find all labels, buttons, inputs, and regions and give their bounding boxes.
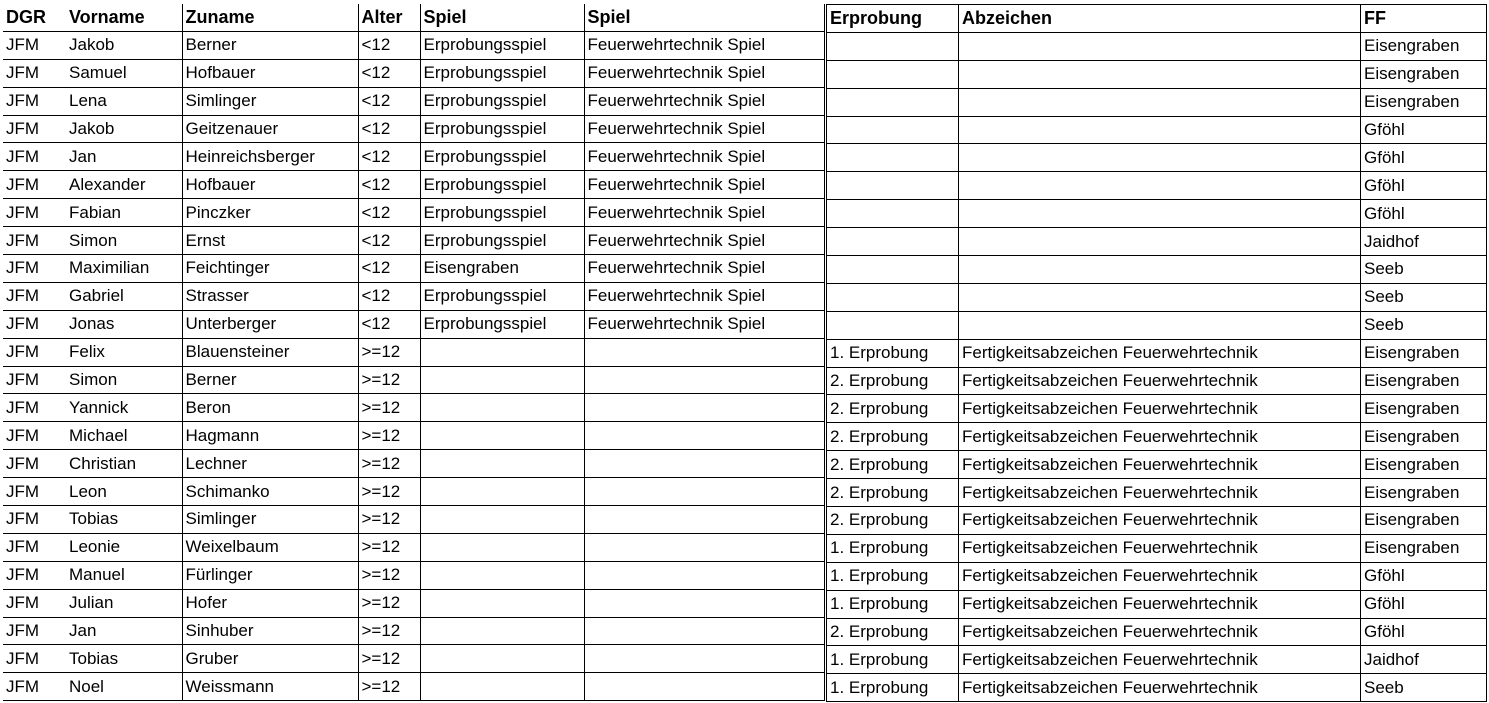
participant-cell: Yannick <box>66 394 182 422</box>
table-row <box>827 88 1487 116</box>
participant-cell <box>584 366 824 394</box>
result-cell: 1. Erprobung <box>827 562 959 590</box>
result-cell <box>827 88 959 116</box>
participant-cell: Samuel <box>66 59 182 87</box>
participant-cell: >=12 <box>358 673 420 701</box>
table-row <box>827 32 1487 60</box>
participant-cell: Felix <box>66 338 182 366</box>
participant-cell <box>584 422 824 450</box>
participant-cell: <12 <box>358 171 420 199</box>
result-cell <box>827 116 959 144</box>
participant-cell: Erprobungsspiel <box>420 227 584 255</box>
result-cell: 2. Erprobung <box>827 479 959 507</box>
participant-cell: >=12 <box>358 533 420 561</box>
result-cell: 1. Erprobung <box>827 534 959 562</box>
result-cell <box>827 172 959 200</box>
result-cell: Seeb <box>1361 283 1487 311</box>
participant-cell: Unterberger <box>182 310 358 338</box>
table-row <box>827 423 1487 451</box>
result-cell <box>959 172 1361 200</box>
participant-cell: Gruber <box>182 645 358 673</box>
result-cell: Jaidhof <box>1361 228 1487 256</box>
table-row <box>827 228 1487 256</box>
participants-body <box>3 31 824 700</box>
participant-cell: Berner <box>182 366 358 394</box>
participant-cell: Jakob <box>66 31 182 59</box>
result-cell <box>959 144 1361 172</box>
result-cell: Eisengraben <box>1361 451 1487 479</box>
participant-cell: Leon <box>66 478 182 506</box>
participant-header-cell: Spiel <box>420 4 584 31</box>
result-cell: Gföhl <box>1361 590 1487 618</box>
participant-cell: Tobias <box>66 645 182 673</box>
participant-cell: JFM <box>3 87 66 115</box>
result-cell: Eisengraben <box>1361 88 1487 116</box>
participant-cell: Manuel <box>66 561 182 589</box>
participant-cell <box>420 478 584 506</box>
participant-cell: Geitzenauer <box>182 115 358 143</box>
table-row <box>3 394 824 422</box>
participant-cell <box>584 673 824 701</box>
result-cell: 2. Erprobung <box>827 618 959 646</box>
participant-cell: Fürlinger <box>182 561 358 589</box>
participant-cell: Ernst <box>182 227 358 255</box>
participant-cell: JFM <box>3 115 66 143</box>
participant-cell: Feichtinger <box>182 255 358 283</box>
result-cell: 1. Erprobung <box>827 646 959 674</box>
result-cell: Eisengraben <box>1361 367 1487 395</box>
participant-cell: Weixelbaum <box>182 533 358 561</box>
participant-cell <box>584 561 824 589</box>
result-cell: 2. Erprobung <box>827 423 959 451</box>
result-cell: Gföhl <box>1361 116 1487 144</box>
result-cell: Fertigkeitsabzeichen Feuerwehrtechnik <box>959 451 1361 479</box>
result-cell <box>827 60 959 88</box>
participant-cell: Jakob <box>66 115 182 143</box>
result-cell <box>959 116 1361 144</box>
table-row <box>3 199 824 227</box>
result-cell: Eisengraben <box>1361 534 1487 562</box>
table-row <box>3 282 824 310</box>
participant-cell: JFM <box>3 31 66 59</box>
participant-cell: Erprobungsspiel <box>420 143 584 171</box>
result-cell <box>959 228 1361 256</box>
participant-cell: JFM <box>3 673 66 701</box>
participant-cell: Feuerwehrtechnik Spiel <box>584 31 824 59</box>
participant-header-cell: Vorname <box>66 4 182 31</box>
participant-header-cell: Spiel <box>584 4 824 31</box>
participant-cell: JFM <box>3 589 66 617</box>
participant-cell: Feuerwehrtechnik Spiel <box>584 255 824 283</box>
participant-cell: Erprobungsspiel <box>420 199 584 227</box>
participant-cell: Weissmann <box>182 673 358 701</box>
participant-cell: >=12 <box>358 338 420 366</box>
participant-cell: Feuerwehrtechnik Spiel <box>584 282 824 310</box>
participant-cell <box>420 450 584 478</box>
participant-cell: Michael <box>66 422 182 450</box>
table-row <box>827 283 1487 311</box>
participant-cell: Feuerwehrtechnik Spiel <box>584 87 824 115</box>
participant-cell: Feuerwehrtechnik Spiel <box>584 199 824 227</box>
participant-cell: >=12 <box>358 366 420 394</box>
table-row <box>827 618 1487 646</box>
participant-cell: Alexander <box>66 171 182 199</box>
participant-cell: Beron <box>182 394 358 422</box>
table-row <box>3 255 824 283</box>
participant-cell: Eisengraben <box>420 255 584 283</box>
participant-cell: Feuerwehrtechnik Spiel <box>584 171 824 199</box>
result-cell: 1. Erprobung <box>827 590 959 618</box>
participant-cell: JFM <box>3 366 66 394</box>
table-row <box>3 115 824 143</box>
result-cell: Fertigkeitsabzeichen Feuerwehrtechnik <box>959 479 1361 507</box>
table-row <box>827 60 1487 88</box>
result-cell <box>959 311 1361 339</box>
participant-cell: Lechner <box>182 450 358 478</box>
participant-cell: >=12 <box>358 394 420 422</box>
result-cell: 1. Erprobung <box>827 339 959 367</box>
participant-cell: Feuerwehrtechnik Spiel <box>584 310 824 338</box>
participant-cell: Erprobungsspiel <box>420 115 584 143</box>
participant-cell <box>420 561 584 589</box>
participant-cell: <12 <box>358 199 420 227</box>
participant-cell: JFM <box>3 617 66 645</box>
participant-cell <box>420 617 584 645</box>
result-cell: Jaidhof <box>1361 646 1487 674</box>
result-cell: Fertigkeitsabzeichen Feuerwehrtechnik <box>959 646 1361 674</box>
result-cell: Eisengraben <box>1361 479 1487 507</box>
participant-cell: Noel <box>66 673 182 701</box>
participant-cell: Erprobungsspiel <box>420 310 584 338</box>
result-cell <box>959 60 1361 88</box>
table-row <box>3 673 824 701</box>
result-header-cell: FF <box>1361 5 1487 33</box>
participant-cell <box>584 450 824 478</box>
participant-cell: <12 <box>358 227 420 255</box>
result-cell <box>827 144 959 172</box>
table-row <box>3 171 824 199</box>
participant-cell: JFM <box>3 171 66 199</box>
result-header-cell: Erprobung <box>827 5 959 33</box>
table-row <box>3 478 824 506</box>
participant-cell <box>420 533 584 561</box>
result-cell: Fertigkeitsabzeichen Feuerwehrtechnik <box>959 395 1361 423</box>
result-cell: Gföhl <box>1361 562 1487 590</box>
participant-cell: Leonie <box>66 533 182 561</box>
result-cell <box>827 311 959 339</box>
participant-cell: Hofbauer <box>182 59 358 87</box>
result-cell: Eisengraben <box>1361 32 1487 60</box>
participant-cell: JFM <box>3 394 66 422</box>
participant-cell <box>584 589 824 617</box>
table-row <box>827 451 1487 479</box>
participant-cell: Erprobungsspiel <box>420 87 584 115</box>
table-row <box>3 310 824 338</box>
participant-cell: Julian <box>66 589 182 617</box>
result-cell <box>959 200 1361 228</box>
participant-cell <box>420 589 584 617</box>
table-row <box>3 87 824 115</box>
participants-table <box>3 4 825 701</box>
participant-cell: Simlinger <box>182 87 358 115</box>
table-row <box>827 590 1487 618</box>
participant-cell: <12 <box>358 59 420 87</box>
table-row <box>3 338 824 366</box>
table-row <box>3 589 824 617</box>
participant-cell <box>584 506 824 534</box>
table-row <box>3 422 824 450</box>
result-cell: Gföhl <box>1361 200 1487 228</box>
participant-cell: Feuerwehrtechnik Spiel <box>584 143 824 171</box>
participant-cell: Jan <box>66 617 182 645</box>
table-row <box>827 116 1487 144</box>
participant-cell: Lena <box>66 87 182 115</box>
participant-cell: Maximilian <box>66 255 182 283</box>
result-cell: 2. Erprobung <box>827 367 959 395</box>
participant-cell: Berner <box>182 31 358 59</box>
participant-cell: JFM <box>3 282 66 310</box>
result-cell: Seeb <box>1361 256 1487 284</box>
table-row <box>3 617 824 645</box>
table-row <box>3 227 824 255</box>
result-cell <box>827 32 959 60</box>
participant-cell: <12 <box>358 87 420 115</box>
participant-cell <box>584 533 824 561</box>
participant-cell: >=12 <box>358 422 420 450</box>
participant-cell: Feuerwehrtechnik Spiel <box>584 227 824 255</box>
participant-cell: >=12 <box>358 506 420 534</box>
participant-cell: Jan <box>66 143 182 171</box>
participant-cell: Simon <box>66 366 182 394</box>
result-cell: Fertigkeitsabzeichen Feuerwehrtechnik <box>959 674 1361 702</box>
result-cell: Fertigkeitsabzeichen Feuerwehrtechnik <box>959 367 1361 395</box>
participant-cell <box>420 338 584 366</box>
participant-cell: Feuerwehrtechnik Spiel <box>584 115 824 143</box>
participant-header-cell: DGR <box>3 4 66 31</box>
participant-cell: >=12 <box>358 450 420 478</box>
participant-cell: JFM <box>3 422 66 450</box>
participant-cell <box>584 478 824 506</box>
participant-cell: JFM <box>3 645 66 673</box>
participant-cell: JFM <box>3 310 66 338</box>
result-cell <box>959 256 1361 284</box>
participant-cell: <12 <box>358 143 420 171</box>
participant-cell: >=12 <box>358 645 420 673</box>
table-row <box>827 200 1487 228</box>
participant-cell: Erprobungsspiel <box>420 171 584 199</box>
participant-cell <box>584 338 824 366</box>
participant-cell: JFM <box>3 561 66 589</box>
result-cell: Eisengraben <box>1361 395 1487 423</box>
participant-cell: JFM <box>3 533 66 561</box>
table-row <box>827 534 1487 562</box>
result-cell: Eisengraben <box>1361 60 1487 88</box>
result-header-cell: Abzeichen <box>959 5 1361 33</box>
participant-cell: <12 <box>358 310 420 338</box>
participant-cell: Hagmann <box>182 422 358 450</box>
participant-cell: JFM <box>3 143 66 171</box>
table-row <box>827 507 1487 535</box>
result-cell: Gföhl <box>1361 144 1487 172</box>
result-cell <box>827 256 959 284</box>
table-row <box>827 674 1487 702</box>
result-cell: Fertigkeitsabzeichen Feuerwehrtechnik <box>959 618 1361 646</box>
result-cell <box>827 228 959 256</box>
participant-cell: Blauensteiner <box>182 338 358 366</box>
participant-cell <box>584 394 824 422</box>
result-cell: Eisengraben <box>1361 423 1487 451</box>
results-body <box>827 32 1487 701</box>
participant-cell: Heinreichsberger <box>182 143 358 171</box>
table-row <box>827 311 1487 339</box>
participant-cell: JFM <box>3 450 66 478</box>
participant-cell: <12 <box>358 31 420 59</box>
participant-cell: <12 <box>358 282 420 310</box>
participant-cell: Jonas <box>66 310 182 338</box>
participant-cell <box>420 673 584 701</box>
participant-cell: Simlinger <box>182 506 358 534</box>
table-row <box>827 395 1487 423</box>
result-cell: Gföhl <box>1361 172 1487 200</box>
participant-cell: JFM <box>3 338 66 366</box>
participant-cell: >=12 <box>358 589 420 617</box>
table-row <box>3 450 824 478</box>
table-row <box>827 367 1487 395</box>
result-cell <box>827 200 959 228</box>
participant-cell: Hofbauer <box>182 171 358 199</box>
result-cell: 2. Erprobung <box>827 451 959 479</box>
participant-cell: Feuerwehrtechnik Spiel <box>584 59 824 87</box>
participant-cell <box>584 645 824 673</box>
participant-cell: Erprobungsspiel <box>420 31 584 59</box>
participant-cell: Strasser <box>182 282 358 310</box>
table-row <box>3 533 824 561</box>
result-cell: Fertigkeitsabzeichen Feuerwehrtechnik <box>959 507 1361 535</box>
participant-cell: Sinhuber <box>182 617 358 645</box>
participant-cell <box>420 506 584 534</box>
participant-cell <box>584 617 824 645</box>
table-row <box>3 31 824 59</box>
result-cell <box>827 283 959 311</box>
participant-cell: JFM <box>3 59 66 87</box>
result-cell: 1. Erprobung <box>827 674 959 702</box>
table-row <box>3 143 824 171</box>
table-row <box>3 561 824 589</box>
result-cell <box>959 283 1361 311</box>
result-cell: Fertigkeitsabzeichen Feuerwehrtechnik <box>959 562 1361 590</box>
table-row <box>827 646 1487 674</box>
participant-cell: Erprobungsspiel <box>420 282 584 310</box>
result-cell <box>959 32 1361 60</box>
result-cell: Fertigkeitsabzeichen Feuerwehrtechnik <box>959 534 1361 562</box>
participant-cell: Tobias <box>66 506 182 534</box>
participant-cell: >=12 <box>358 617 420 645</box>
result-cell: Fertigkeitsabzeichen Feuerwehrtechnik <box>959 423 1361 451</box>
participant-cell: JFM <box>3 199 66 227</box>
participant-cell: JFM <box>3 506 66 534</box>
participant-cell: <12 <box>358 115 420 143</box>
participant-header-cell: Alter <box>358 4 420 31</box>
table-row <box>827 479 1487 507</box>
table-row <box>827 144 1487 172</box>
result-cell: Seeb <box>1361 674 1487 702</box>
table-row <box>827 562 1487 590</box>
participant-cell: Christian <box>66 450 182 478</box>
table-row <box>3 59 824 87</box>
results-header-row <box>827 5 1487 33</box>
table-row <box>3 645 824 673</box>
participant-cell: Fabian <box>66 199 182 227</box>
participant-cell <box>420 422 584 450</box>
participant-cell: JFM <box>3 255 66 283</box>
participant-cell: Schimanko <box>182 478 358 506</box>
participant-cell: JFM <box>3 478 66 506</box>
result-cell: Eisengraben <box>1361 507 1487 535</box>
participant-cell <box>420 394 584 422</box>
result-cell: Eisengraben <box>1361 339 1487 367</box>
table-row <box>827 172 1487 200</box>
result-cell <box>959 88 1361 116</box>
result-cell: Fertigkeitsabzeichen Feuerwehrtechnik <box>959 590 1361 618</box>
result-cell: 2. Erprobung <box>827 507 959 535</box>
participant-cell: Pinczker <box>182 199 358 227</box>
table-row <box>3 366 824 394</box>
table-row <box>827 256 1487 284</box>
participant-cell: <12 <box>358 255 420 283</box>
results-table <box>826 4 1487 702</box>
participant-cell: >=12 <box>358 478 420 506</box>
result-cell: Seeb <box>1361 311 1487 339</box>
table-row <box>827 339 1487 367</box>
participant-cell: >=12 <box>358 561 420 589</box>
participant-header-cell: Zuname <box>182 4 358 31</box>
participant-cell: Hofer <box>182 589 358 617</box>
result-cell: Gföhl <box>1361 618 1487 646</box>
participant-cell <box>420 366 584 394</box>
participant-cell: Erprobungsspiel <box>420 59 584 87</box>
participants-header-row <box>3 4 824 31</box>
participant-cell: JFM <box>3 227 66 255</box>
participant-cell: Simon <box>66 227 182 255</box>
participant-cell <box>420 645 584 673</box>
result-cell: 2. Erprobung <box>827 395 959 423</box>
result-cell: Fertigkeitsabzeichen Feuerwehrtechnik <box>959 339 1361 367</box>
participant-cell: Gabriel <box>66 282 182 310</box>
table-row <box>3 506 824 534</box>
